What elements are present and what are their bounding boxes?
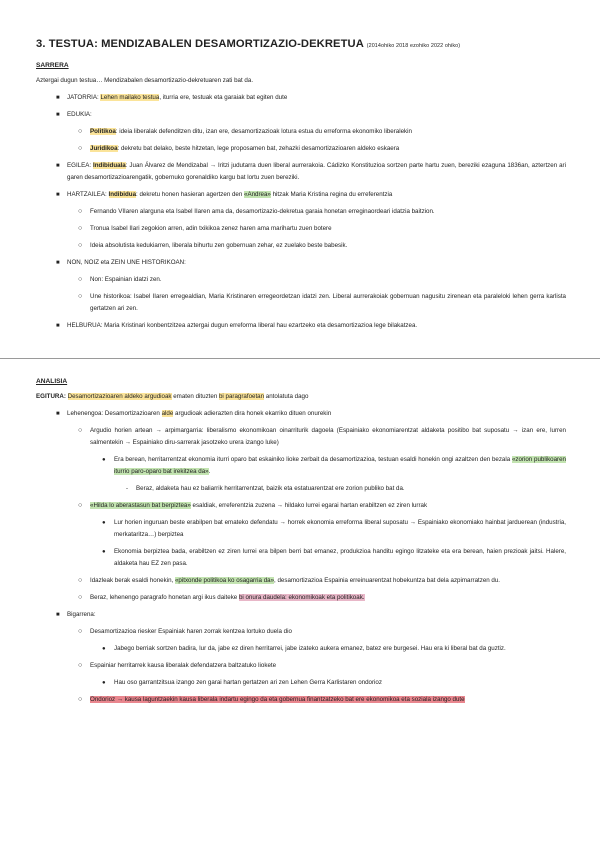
circle-bullet-icon: ○: [78, 427, 83, 434]
zorion-publikoa-highlight: «zorion publikoaren iturrio paro-oparo bat irekitzea da»: [114, 456, 566, 475]
argudio-1-sub-text: Era berean, herritarrentzat ekonomia iturri oparo bat eskainiko lioke zerbait da desamortizazioa, testuan esaldi honekin ongi azaltzen den bezala: [114, 456, 512, 463]
list-item-non-noiz: [36, 257, 566, 269]
list-item-argudio-1-sub: [36, 454, 566, 478]
bullet-icon: ■: [56, 612, 60, 618]
jatorria-text: , iturria ere, testuak eta garaiak bat egiten dute: [159, 94, 288, 101]
list-item-juridikoa: [36, 143, 566, 155]
circle-bullet-icon: ○: [78, 594, 83, 601]
argudio-4-text: Beraz, lehenengo paragrafo honetan argi ikus daiteke: [90, 594, 239, 601]
bullet-icon: ●: [102, 457, 106, 463]
list-item-egilea: [36, 160, 566, 184]
list-item-edukia: [36, 109, 566, 121]
non-noiz-label: NON, NOIZ eta ZEIN UNE HISTORIKOAN:: [67, 259, 186, 266]
bullet-icon: ■: [56, 163, 60, 169]
juridikoa-label: Juridikoa: [90, 145, 118, 152]
intro-paragraph: Aztergai dugun testua… Mendizabalen desamortizazio-dekretuaren zati bat da.: [36, 77, 254, 84]
egilea-text: : Juan Álvarez de Mendizabal → Iritzi judutarra duen liberal aurrerakoia. Cádizko Konstituzioa sortzen parte hartu zuen, bereziki ezaguna 1836an, aztertzen ari garen desamortizazioarengatik, gobernuko gorenaldiko kargu bat lortu zuen bereziki.: [67, 162, 566, 181]
circle-bullet-icon: ○: [78, 628, 83, 635]
ondorioz-text: → kausa laguntzaekin kausa liberala indartu egingo da eta gobernua finantzatzeko bat ere ekonomikoa eta soziala izango dute: [115, 696, 465, 703]
hartzailea-detail: Ideia absolutista kedukiarren, liberala bihurtu zen gobernuan zehar, ez zuelako beste babesik.: [90, 242, 348, 249]
andrea-highlight: «Andrea»: [244, 191, 271, 198]
circle-bullet-icon: ○: [78, 502, 83, 509]
hilda-lo-highlight: «Hilda lo aberastasun bat berpiztea»: [90, 502, 191, 509]
argudio-1-text: Argudio horien artean → arpimargarria: liberalismo ekonomikoan oinarriturik dagoela (Espainiako ekonomiarentzat aldaketa positibo bat suposatu → izan ere, lurren salmentekin → Espainiako diru-sarrerak jasotzeko urera izango luke): [90, 427, 566, 446]
list-item-lehenengoa: [36, 408, 566, 420]
bullet-icon: ●: [102, 680, 106, 686]
argudio-2-text: esaldiak, erreferentzia zuzena → hildako lurrei egarai hartan erabiltzen ez ziren lurrak: [190, 502, 428, 509]
politikoa-text: : ideia liberalak defenditzen ditu, izan ere, desamortizazioak lotura estua du erreforma ekonomiko liberalekin: [115, 128, 412, 135]
juridikoa-text: : dekretu bat delako, beste hitzetan, lege proposamen bat, zehazki desamortizazioaren aldeko eskaera: [117, 145, 400, 152]
circle-bullet-icon: ○: [78, 242, 83, 249]
hartzailea-detail: Tronua Isabel IIari zegokion arren, adin txikikoa zenez haren ama marihartu zuen botere: [90, 225, 332, 232]
non-text: Non: Espainian idatzi zen.: [90, 276, 162, 283]
list-item-argudio-1-sub2: [36, 483, 566, 495]
hartzailea-detail: Fernando VIIaren alarguna eta Isabel IIaren ama da, desamortizazio-dekretua garaia honetan erreginaordeari idatzia baitzion.: [90, 208, 435, 215]
circle-bullet-icon: ○: [78, 145, 83, 152]
bigarrena-1-text: Desamortizazioa riesker Espainiak haren zorrak kentzea lortuko duela dio: [90, 628, 292, 635]
hartzailea-text-1: : dekretu honen hasieran agertzen den: [136, 191, 245, 198]
helburua-label: HELBURUA:: [67, 322, 103, 329]
list-item-ondorioz: [36, 694, 566, 706]
list-item-argudio-4: [36, 592, 566, 604]
list-item-argudio-1: [36, 425, 566, 449]
list-item-argudio-2: [36, 500, 566, 512]
bullet-icon: ■: [56, 112, 60, 118]
ondorioz-highlight: [90, 696, 465, 703]
egitura-highlight-2: bi paragrafoetan: [218, 393, 265, 400]
circle-bullet-icon: ○: [78, 577, 83, 584]
egitura-text-end: antolatuta dago: [264, 393, 309, 400]
argudio-2-sub2-text: Ekonomia berpiztea bada, erabiltzen ez ziren lurrei era bilpen berri bat emanez, produkzioa handitu egingo litzateke eta era berean, haien prezioak jaitsi. Halere, aldaketa hau EZ zen pasa.: [114, 548, 566, 567]
list-item: [36, 291, 566, 315]
section-divider: [0, 358, 600, 359]
circle-bullet-icon: ○: [78, 208, 83, 215]
bi-onura-highlight: bi onura daudela: ekonomikoak eta politikoak.: [238, 594, 365, 601]
list-item: [36, 206, 566, 218]
circle-bullet-icon: ○: [78, 662, 83, 669]
list-item-bigarrena-2-sub: [36, 677, 566, 689]
circle-bullet-icon: ○: [78, 696, 83, 703]
bigarrena-2-text: Espainiar herritarrek kausa liberalak defendatzera baltzatuko liokete: [90, 662, 277, 669]
lehenengoa-text: Lehenengoa: Desamortizazioaren: [67, 410, 162, 417]
bullet-icon: ■: [56, 411, 60, 417]
list-item-helburua: [36, 320, 566, 332]
list-item-argudio-2-sub1: [36, 517, 566, 541]
circle-bullet-icon: ○: [78, 293, 83, 300]
list-item-politikoa: [36, 126, 566, 138]
document-title: [36, 38, 566, 50]
argudio-2-sub1-text: Lur horien inguruan beste erabilpen bat emateko defendatu → horrek ekonomia erreforma liberal suposatu → Espainiako ekonomiako hainbat jarduerean (industria, merkataritza…) berpiztea: [114, 519, 566, 538]
helburua-text: Maria Kristinari konbentzitzea aztergai dugun erreforma liberal hau ezartzeko eta desamortizazioa lege bilakatzea.: [102, 322, 418, 329]
egilea-highlight: Indibiduala: [93, 162, 126, 169]
pitxonde-highlight: «pitxonde politikoa ko osagarria da»: [174, 577, 275, 584]
egitura-text: ematen dituzten: [171, 393, 219, 400]
document-page: [36, 38, 566, 706]
bullet-icon: ■: [56, 192, 60, 198]
list-item: [36, 223, 566, 235]
dash-bullet-icon: -: [126, 486, 128, 492]
title-exam-dates: (2014ohiko 2018 ezohiko 2022 ohiko): [366, 43, 461, 49]
list-item-bigarrena-1: [36, 626, 566, 638]
argudio-1-sub-end: .: [208, 468, 211, 475]
bigarrena-label: Bigarrena:: [67, 611, 96, 618]
bullet-icon: ■: [56, 260, 60, 266]
hartzailea-label: HARTZAILEA:: [67, 191, 107, 198]
argudio-1-sub2-text: Beraz, aldaketa hau ez baliarrik herritarrentzat, baizik eta estatuarentzat ere zorion publiko bat da.: [136, 485, 405, 492]
list-item: [36, 274, 566, 286]
circle-bullet-icon: ○: [78, 276, 83, 283]
section-heading-analisia: ANALISIA: [36, 378, 68, 385]
hartzailea-text-2: hitzak Maria Kristina regina du erreferentzia: [270, 191, 393, 198]
edukia-label: EDUKIA:: [67, 111, 92, 118]
bullet-icon: ●: [102, 549, 106, 555]
list-item-bigarrena-2: [36, 660, 566, 672]
list-item-argudio-3: [36, 575, 566, 587]
circle-bullet-icon: ○: [78, 128, 83, 135]
jatorria-label: JATORRIA:: [67, 94, 99, 101]
une-historikoa-text: Une historikoa: Isabel IIaren erregealdian, Maria Kristinaren erregeordetzan idatzi zen. Liberal aurrerakoiak gobernuan nagusitu zirenean eta paraleloki lehen gerra karlista gertatzen ari zen.: [90, 293, 566, 312]
list-item-bigarrena: [36, 609, 566, 621]
bigarrena-1-sub-text: Jabego berriak sortzen badira, lur da, jabe ez diren herritarrei, jabe izateko aukera emanez, batez ere burgesei. Hau era ki liberal bat da guztiz.: [114, 645, 506, 652]
list-item: [36, 240, 566, 252]
alde-highlight: alde: [161, 410, 174, 417]
circle-bullet-icon: ○: [78, 225, 83, 232]
list-item-argudio-2-sub2: [36, 546, 566, 570]
bullet-icon: ■: [56, 95, 60, 101]
title-text: 3. TESTUA: MENDIZABALEN DESAMORTIZAZIO-DEKRETUA: [36, 38, 364, 50]
bullet-icon: ■: [56, 323, 60, 329]
bullet-icon: ●: [102, 646, 106, 652]
egilea-label: EGILEA:: [67, 162, 92, 169]
ondorioz-label: Ondorioz: [90, 696, 116, 703]
egitura-paragraph: [36, 391, 566, 403]
jatorria-highlight: Lehen mailako testua: [100, 94, 160, 101]
bullet-icon: ●: [102, 520, 106, 526]
section-heading-sarrera: SARRERA: [36, 62, 69, 69]
lehenengoa-text-2: argudioak adierazten dira honek ekarriko dituen onurekin: [173, 410, 332, 417]
list-item-bigarrena-1-sub: [36, 643, 566, 655]
bigarrena-2-sub-text: Hau oso garrantzitsua izango zen garai hartan gertatzen ari zen Lehen Gerra Karlistaren ondorioz: [114, 679, 382, 686]
politikoa-label: Politikoa: [90, 128, 116, 135]
argudio-3-text-2: , desamortizazioa Espainia erreinuarentzat hobekuntza bat dela azpimarratzen du.: [274, 577, 501, 584]
list-item-hartzailea: [36, 189, 566, 201]
hartzailea-highlight: Indibidua: [108, 191, 137, 198]
egitura-label: EGITURA:: [36, 393, 66, 400]
argudio-3-text: Idazleak berak esaldi honekin,: [90, 577, 175, 584]
egitura-highlight-1: Desamortizazioaren aldeko argudioak: [67, 393, 172, 400]
list-item-jatorria: [36, 92, 566, 104]
